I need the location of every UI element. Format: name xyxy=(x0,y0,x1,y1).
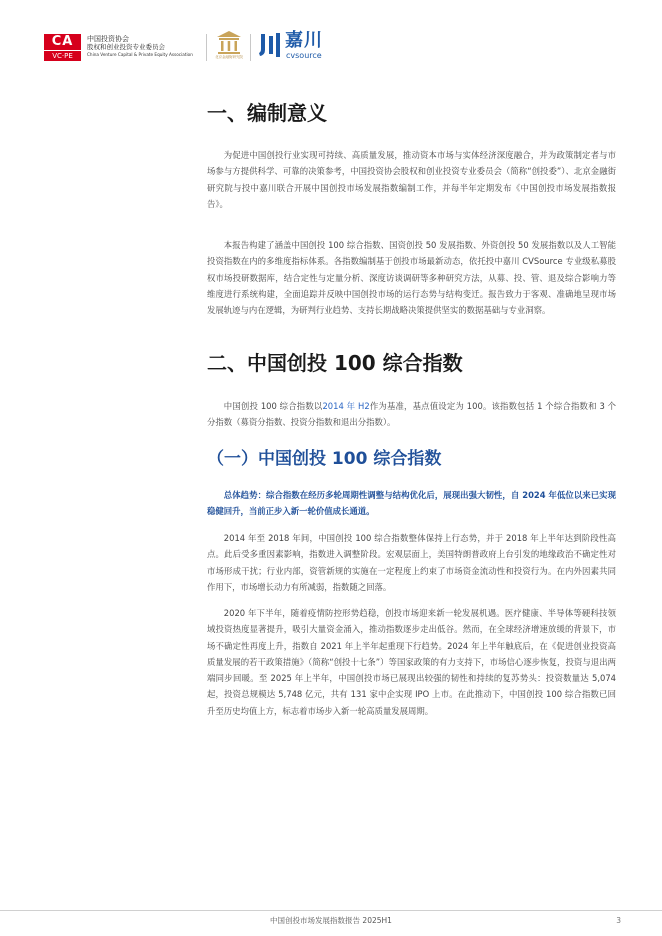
subsection-paragraph-1: 2014 年至 2018 年间，中国创投 100 综合指数整体保持上行态势，并于 2018 年上半年达到阶段性高点。此后受多重因素影响，指数进入调整阶段。宏观层面上，美国特朗普政府上台引发的地缘政治不确定性对市场形成干扰；行业内部，资管新规的实施在一定程度上约束了市场资金流动性和投资行为。在内外因素共同作用下，市场增长动力有所减弱，指数随之回落。 xyxy=(207,533,616,592)
header-divider xyxy=(250,34,251,61)
page-header xyxy=(0,0,662,64)
section2-intro xyxy=(207,398,616,431)
cvsource-name-en: cvsource xyxy=(286,51,322,60)
subsection-heading: （一）中国创投 100 综合指数 xyxy=(207,449,442,469)
association-name-en: China Venture Capital & Private Equity Association xyxy=(87,52,193,57)
institute-logo xyxy=(214,30,244,62)
section-heading-2: 二、中国创投 100 综合指数 xyxy=(207,351,463,375)
page-number: 3 xyxy=(616,916,621,925)
header-divider xyxy=(206,34,207,61)
section2-intro-before: 中国创投 100 综合指数以 xyxy=(223,401,323,411)
association-name-cn-line2: 股权和创业投资专业委员会 xyxy=(87,43,165,51)
section1-paragraph-2: 本报告构建了涵盖中国创投 100 综合指数、国资创投 50 发展指数、外资创投 50 发展指数以及人工智能投资指数在内的多维度指标体系。各指数编制基于创投市场最新动态，依托投中嘉川 CVSource 专业级私募股权市场投研数据库，结合定性与定量分析、深度访谈调研等多种研究方法，从募、投、管、退及综合影响力等维度进行系统构建，全面追踪并反映中国创投市场的运行态势与结构变迁。报告致力于客观、准确地呈现市场发展轨迹与内在逻辑，为研判行业趋势、支持长期战略决策提供坚实的数据基础与专业洞察。 xyxy=(207,240,616,316)
institute-name: 北京金融街研究院 xyxy=(215,55,243,59)
overall-trend-paragraph: 总体趋势：综合指数在经历多轮周期性调整与结构优化后，展现出强大韧性，自 2024 年低位以来已实现稳健回升，当前正步入新一轮价值成长通道。 xyxy=(207,490,616,517)
footer-report-title: 中国创投市场发展指数报告 2025H1 xyxy=(270,916,392,925)
cavc-logo-top: CA xyxy=(44,34,81,50)
cvsource-logo xyxy=(258,31,338,61)
association-name xyxy=(87,35,207,58)
base-period-highlight: 2014 年 H2 xyxy=(322,401,370,411)
section-heading-1: 一、编制意义 xyxy=(207,101,327,125)
cvsource-mark-icon xyxy=(258,31,282,59)
section1-paragraph-1: 为促进中国创投行业实现可持续、高质量发展，推动资本市场与实体经济深度融合，并为政策制定者与市场参与方提供科学、可靠的决策参考，中国投资协会股权和创业投资专业委员会（简称“创投委”）、北京金融街研究院与投中嘉川联合开展中国创投市场发展指数编制工作，并每半年定期发布《中国创投市场发展指数报告》。 xyxy=(207,150,616,209)
cavc-logo-bottom: VC·PE xyxy=(44,50,81,61)
association-name-cn-line1: 中国投资协会 xyxy=(87,35,129,43)
footer-divider xyxy=(0,910,662,911)
subsection-paragraph-2: 2020 年下半年，随着疫情防控形势趋稳，创投市场迎来新一轮发展机遇。医疗健康、半导体等硬科技领域投资热度显著提升，吸引大量资金涌入，推动指数逐步走出低谷。然而，在全球经济增速放缓的背景下，市场不确定性再度上升，指数自 2021 年上半年起重现下行趋势。2024 年上半年触底后，在《促进创业投资高质量发展的若干政策措施》（简称“创投十七条”）等国家政策的有力支持下，市场信心逐步恢复，投资与退出两端同步回暖。至 2025 年上半年，中国创投市场已展现出较强的韧性和持续的复苏势头：投资数量达 5,074 起，投资总规模达 5,748 亿元，共有 131 家中企实现 IPO 上市。在此推动下，中国创投 100 综合指数已回升至历史均值上方，标志着市场步入新一轮高质量发展周期。 xyxy=(207,608,616,716)
cavc-logo xyxy=(44,34,81,60)
institute-building-icon xyxy=(214,30,244,55)
section2-intro-after: 作为基准，基点值设定为 100。该指数包括 1 个综合指数和 3 个分指数（募资分指数、投资分指数和退出分指数）。 xyxy=(207,401,617,428)
cvsource-name-cn: 嘉川 xyxy=(285,30,323,51)
